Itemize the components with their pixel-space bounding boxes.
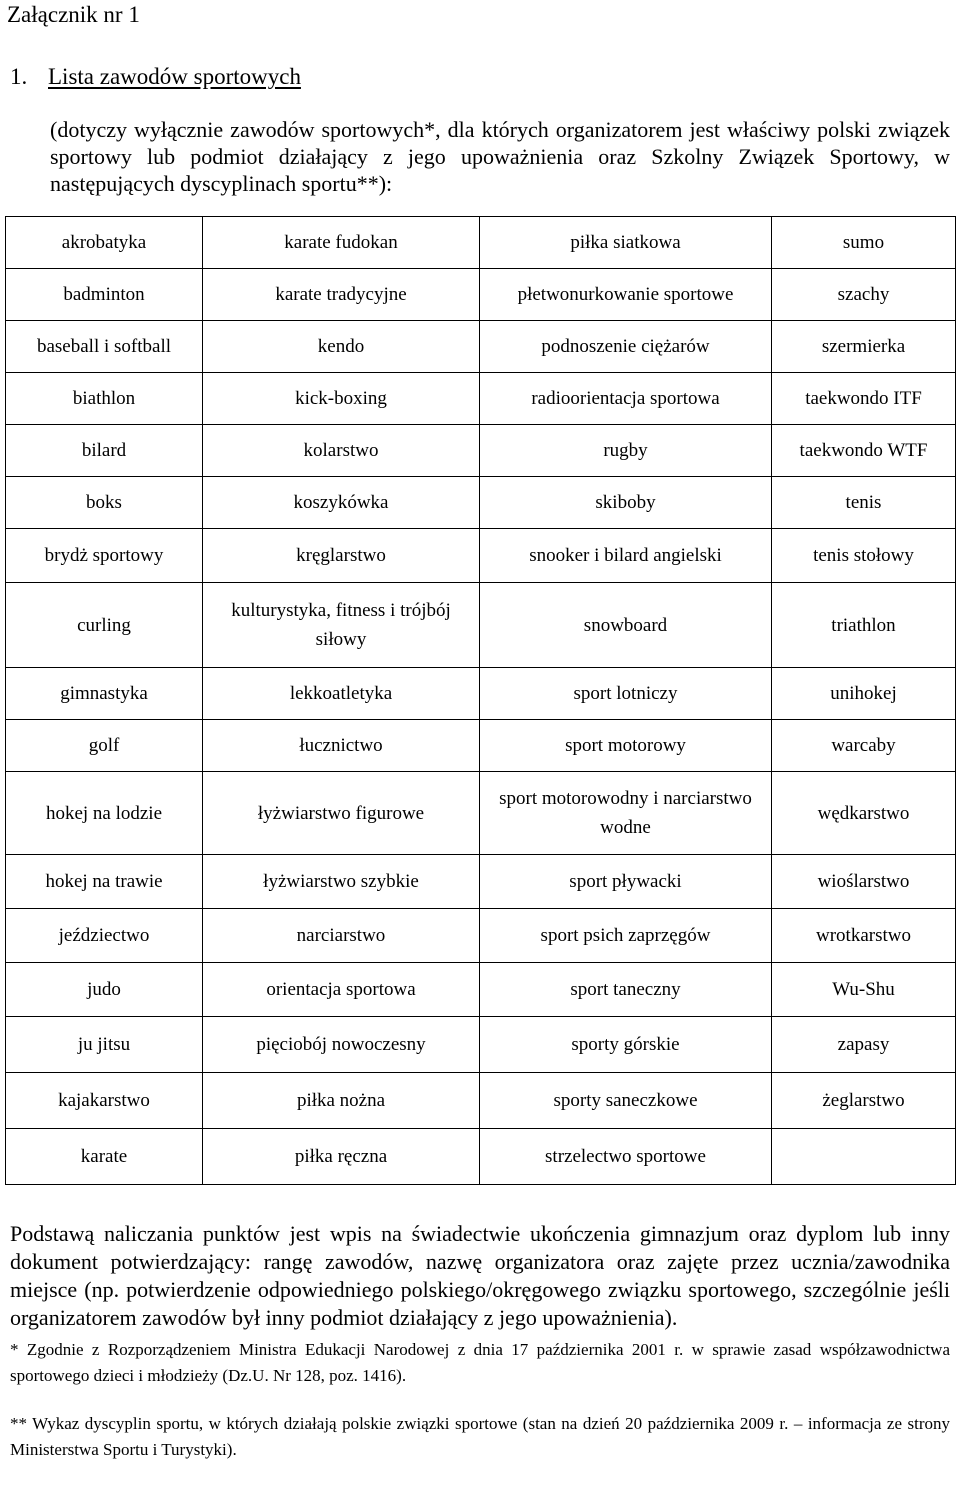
table-cell: karate bbox=[6, 1129, 203, 1185]
table-row bbox=[6, 373, 956, 425]
table-cell: biathlon bbox=[6, 373, 203, 425]
table-row bbox=[6, 855, 956, 909]
table-cell: snowboard bbox=[480, 583, 772, 668]
table-cell: tenis bbox=[772, 477, 956, 529]
table-cell: Wu-Shu bbox=[772, 963, 956, 1017]
table-cell: sport taneczny bbox=[480, 963, 772, 1017]
table-row bbox=[6, 1073, 956, 1129]
table-cell: kendo bbox=[203, 321, 480, 373]
table-cell: unihokej bbox=[772, 668, 956, 720]
footnote-1: * Zgodnie z Rozporządzeniem Ministra Edukacji Narodowej z dnia 17 października 2001 r. w sprawie zasad współzawodnictwa sportowego dzieci i młodzieży (Dz.U. Nr 128, poz. 1416). bbox=[10, 1340, 950, 1385]
table-cell: orientacja sportowa bbox=[203, 963, 480, 1017]
table-cell bbox=[772, 1129, 956, 1185]
section-heading bbox=[10, 62, 301, 92]
table-row bbox=[6, 909, 956, 963]
table-cell: tenis stołowy bbox=[772, 529, 956, 583]
table-cell: zapasy bbox=[772, 1017, 956, 1073]
attachment-title: Załącznik nr 1 bbox=[7, 2, 140, 27]
table-row bbox=[6, 425, 956, 477]
table-cell: boks bbox=[6, 477, 203, 529]
table-cell: kulturystyka, fitness i trójbój siłowy bbox=[203, 583, 480, 668]
table-cell: podnoszenie ciężarów bbox=[480, 321, 772, 373]
table-cell: kick-boxing bbox=[203, 373, 480, 425]
table-cell: wioślarstwo bbox=[772, 855, 956, 909]
table-cell: hokej na trawie bbox=[6, 855, 203, 909]
table-cell: wędkarstwo bbox=[772, 772, 956, 855]
table-row bbox=[6, 529, 956, 583]
table-cell: łucznictwo bbox=[203, 720, 480, 772]
table-cell: jeździectwo bbox=[6, 909, 203, 963]
table-row bbox=[6, 668, 956, 720]
table-cell: taekwondo WTF bbox=[772, 425, 956, 477]
points-basis-paragraph: Podstawą naliczania punktów jest wpis na świadectwie ukończenia gimnazjum oraz dyplom lub inny dokument potwierdzający: rangę zawodów, nazwę organizatora oraz zajęte przez ucznia/zawodnika miejsce (np. potwierdzenie odpowiedniego polskiego/okręgowego związku sportowego, szczególnie jeśli organizatorem zawodów był inny podmiot działający z jego upoważnienia). bbox=[10, 1221, 950, 1330]
table-cell: narciarstwo bbox=[203, 909, 480, 963]
footnote-2: ** Wykaz dyscyplin sportu, w których działają polskie związki sportowe (stan na dzień 20 października 2009 r. – informacja ze strony Ministerstwa Sportu i Turystyki). bbox=[10, 1414, 950, 1459]
table-cell: piłka siatkowa bbox=[480, 217, 772, 269]
table-cell: ju jitsu bbox=[6, 1017, 203, 1073]
table-cell: warcaby bbox=[772, 720, 956, 772]
table-cell: judo bbox=[6, 963, 203, 1017]
footer-notes bbox=[10, 1220, 950, 1463]
table-cell: sport lotniczy bbox=[480, 668, 772, 720]
table-cell: kręglarstwo bbox=[203, 529, 480, 583]
table-cell: sport psich zaprzęgów bbox=[480, 909, 772, 963]
table-cell: karate fudokan bbox=[203, 217, 480, 269]
section-title: Lista zawodów sportowych bbox=[48, 64, 301, 89]
table-cell: pięciobój nowoczesny bbox=[203, 1017, 480, 1073]
table-row bbox=[6, 720, 956, 772]
sports-disciplines-table bbox=[5, 216, 956, 1185]
table-cell: badminton bbox=[6, 269, 203, 321]
table-cell: sporty saneczkowe bbox=[480, 1073, 772, 1129]
table-row bbox=[6, 1017, 956, 1073]
table-row bbox=[6, 1129, 956, 1185]
table-cell: strzelectwo sportowe bbox=[480, 1129, 772, 1185]
table-cell: hokej na lodzie bbox=[6, 772, 203, 855]
table-cell: gimnastyka bbox=[6, 668, 203, 720]
section-number: 1. bbox=[10, 64, 28, 89]
table-row bbox=[6, 269, 956, 321]
table-cell: koszykówka bbox=[203, 477, 480, 529]
table-cell: wrotkarstwo bbox=[772, 909, 956, 963]
table-cell: akrobatyka bbox=[6, 217, 203, 269]
table-cell: brydż sportowy bbox=[6, 529, 203, 583]
table-row bbox=[6, 477, 956, 529]
table-cell: snooker i bilard angielski bbox=[480, 529, 772, 583]
table-cell: karate tradycyjne bbox=[203, 269, 480, 321]
table-row bbox=[6, 772, 956, 855]
table-cell: piłka nożna bbox=[203, 1073, 480, 1129]
intro-paragraph: (dotyczy wyłącznie zawodów sportowych*, dla których organizatorem jest właściwy polski związek sportowy lub podmiot działający z jego upoważnienia oraz Szkolny Związek Sportowy, w następujących dyscyplinach sportu**): bbox=[50, 117, 950, 196]
table-cell: radioorientacja sportowa bbox=[480, 373, 772, 425]
table-cell: łyżwiarstwo figurowe bbox=[203, 772, 480, 855]
table-cell: curling bbox=[6, 583, 203, 668]
table-cell: golf bbox=[6, 720, 203, 772]
table-cell: taekwondo ITF bbox=[772, 373, 956, 425]
table-cell: piłka ręczna bbox=[203, 1129, 480, 1185]
table-cell: sport motorowodny i narciarstwo wodne bbox=[480, 772, 772, 855]
table-cell: kajakarstwo bbox=[6, 1073, 203, 1129]
table-row bbox=[6, 321, 956, 373]
table-cell: rugby bbox=[480, 425, 772, 477]
table-row bbox=[6, 963, 956, 1017]
table-cell: szachy bbox=[772, 269, 956, 321]
table-cell: bilard bbox=[6, 425, 203, 477]
table-cell: sporty górskie bbox=[480, 1017, 772, 1073]
table-cell: żeglarstwo bbox=[772, 1073, 956, 1129]
table-row bbox=[6, 217, 956, 269]
table-row bbox=[6, 583, 956, 668]
table-cell: płetwonurkowanie sportowe bbox=[480, 269, 772, 321]
table-cell: triathlon bbox=[772, 583, 956, 668]
table-cell: szermierka bbox=[772, 321, 956, 373]
table-cell: baseball i softball bbox=[6, 321, 203, 373]
table-cell: sport motorowy bbox=[480, 720, 772, 772]
table-cell: kolarstwo bbox=[203, 425, 480, 477]
table-cell: lekkoatletyka bbox=[203, 668, 480, 720]
table-cell: skiboby bbox=[480, 477, 772, 529]
table-cell: sumo bbox=[772, 217, 956, 269]
table-cell: łyżwiarstwo szybkie bbox=[203, 855, 480, 909]
table-cell: sport pływacki bbox=[480, 855, 772, 909]
